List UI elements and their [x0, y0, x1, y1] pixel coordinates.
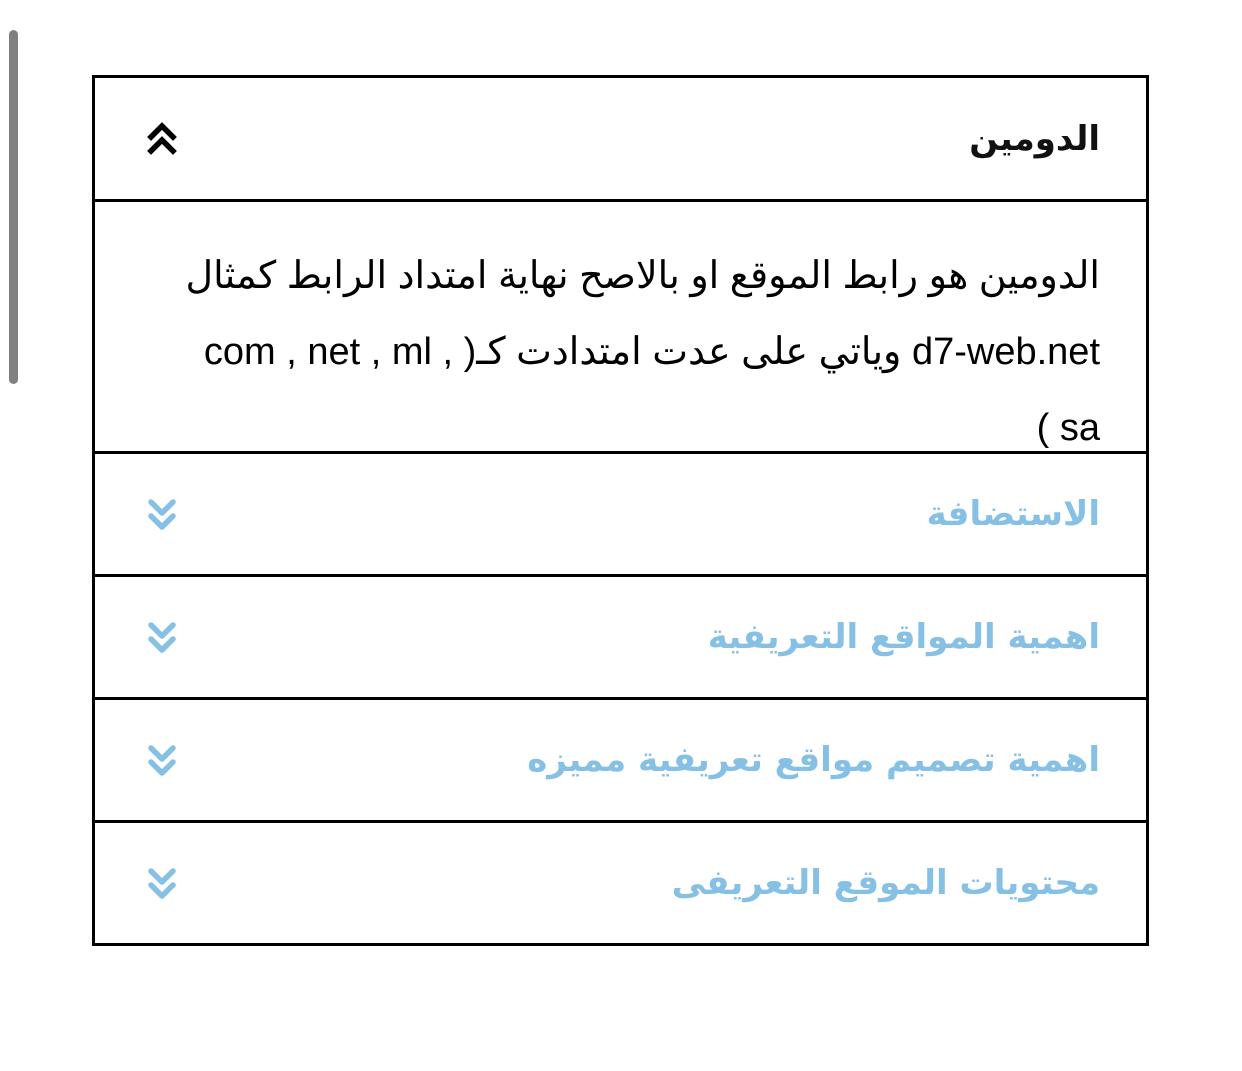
page-scrollbar-thumb[interactable]	[9, 30, 18, 384]
accordion-panel-domain	[95, 199, 1146, 451]
accordion-item-importance-design	[95, 697, 1146, 820]
accordion-header-site-contents[interactable]	[95, 820, 1146, 943]
chevrons-down-icon[interactable]	[147, 619, 177, 655]
chevrons-down-icon[interactable]	[147, 742, 177, 778]
chevrons-up-icon[interactable]	[147, 121, 177, 157]
accordion-item-site-contents	[95, 820, 1146, 943]
accordion-title: اهمية المواقع التعريفية	[707, 617, 1100, 657]
chevrons-down-icon[interactable]	[147, 865, 177, 901]
accordion-header-domain[interactable]	[95, 78, 1146, 199]
faq-accordion	[92, 75, 1149, 946]
accordion-title: اهمية تصميم مواقع تعريفية مميزه	[527, 740, 1100, 780]
accordion-header-importance-design[interactable]	[95, 697, 1146, 820]
accordion-item-importance-sites	[95, 574, 1146, 697]
accordion-item-hosting	[95, 451, 1146, 574]
accordion-title: الاستضافة	[926, 494, 1100, 534]
accordion-title: الدومين	[969, 118, 1100, 159]
accordion-title: محتويات الموقع التعريفى	[671, 863, 1100, 903]
accordion-item-domain	[95, 78, 1146, 199]
chevrons-down-icon[interactable]	[147, 496, 177, 532]
accordion-header-importance-sites[interactable]	[95, 574, 1146, 697]
accordion-header-hosting[interactable]	[95, 451, 1146, 574]
accordion-panel-text: الدومين هو رابط الموقع او بالاصح نهاية امتداد الرابط كمثال d7-web.net وياتي على عدت امتدادت كـ( com , net , ml , sa )	[185, 255, 1100, 449]
